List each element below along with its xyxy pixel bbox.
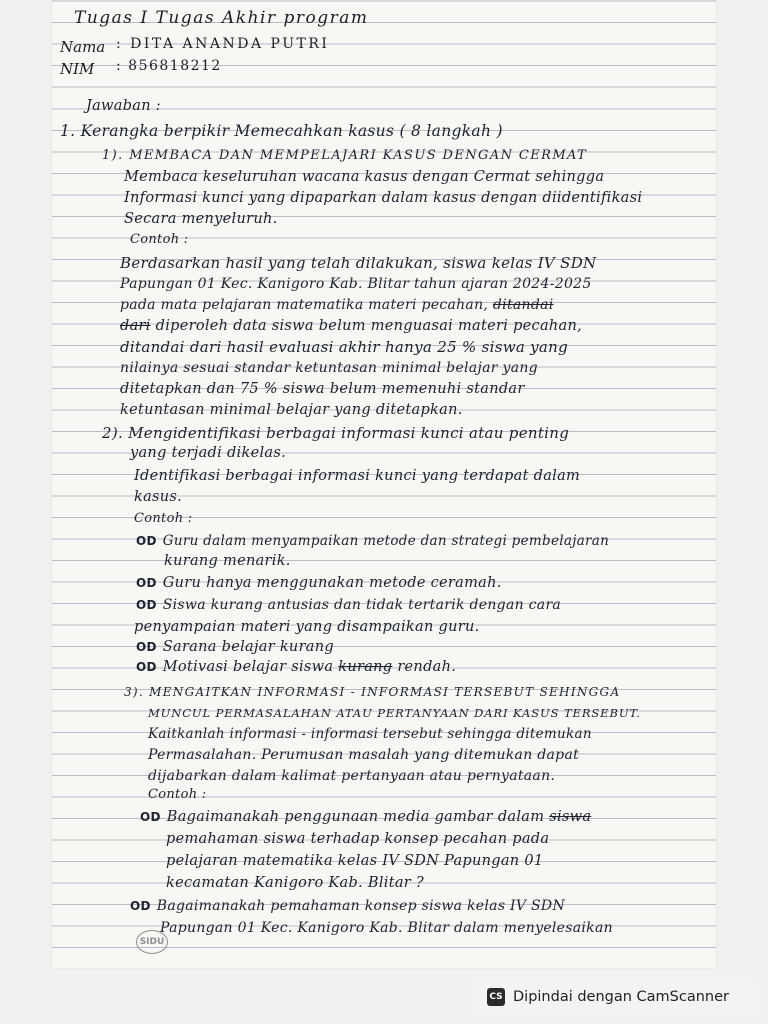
notebook-brand-stamp: SIDU [136, 930, 168, 954]
list-item-text: Siswa kurang antusias dan tidak tertarik dengan cara [162, 597, 562, 613]
example-label: Contoh : [130, 232, 189, 247]
list-bullet: OD [130, 899, 151, 913]
text-line: Identifikasi berbagai informasi kunci yang terdapat dalam [134, 468, 581, 484]
example-label: Contoh : [134, 511, 193, 526]
nim-label: NIM [60, 60, 95, 78]
text-segment: pada mata pelajaran matematika materi pecahan, [120, 297, 489, 313]
list-item-text: Guru hanya menggunakan metode ceramah. [162, 575, 502, 591]
list-item [136, 658, 456, 676]
text-line: Informasi kunci yang dipaparkan dalam kasus dengan diidentifikasi [124, 190, 643, 206]
name-label: Nama [60, 38, 106, 56]
list-bullet: OD [140, 810, 161, 824]
list-item-text: Bagaimanakah penggunaan media gambar dalam [166, 809, 545, 825]
camscanner-watermark [475, 981, 755, 1013]
text-line: MUNCUL PERMASALAHAN ATAU PERTANYAAN DARI KASUS TERSEBUT. [148, 706, 641, 720]
example-label: Contoh : [148, 787, 207, 802]
assignment-title: Tugas I Tugas Akhir program [74, 8, 369, 28]
list-item [136, 638, 334, 656]
text-line: kecamatan Kanigoro Kab. Blitar ? [166, 875, 424, 891]
step-1-heading: 1). MEMBACA DAN MEMPELAJARI KASUS DENGAN CERMAT [102, 148, 588, 163]
step-3-heading: 3). MENGAITKAN INFORMASI - INFORMASI TERSEBUT SEHINGGA [124, 685, 621, 699]
answer-heading: Jawaban : [86, 98, 161, 114]
text-line: kurang menarik. [164, 553, 291, 569]
list-bullet: OD [136, 598, 157, 612]
text-line: Berdasarkan hasil yang telah dilakukan, siswa kelas IV SDN [120, 254, 597, 272]
struck-word: ditandai [492, 297, 554, 313]
notebook-page [52, 0, 716, 968]
text-line: pelajaran matematika kelas IV SDN Papungan 01 [166, 853, 544, 869]
list-item-text: Motivasi belajar siswa [162, 659, 334, 675]
struck-word: siswa [549, 809, 592, 825]
text-segment: diperoleh data siswa belum menguasai materi pecahan, [155, 318, 583, 334]
text-line: penyampaian materi yang disampaikan guru. [134, 619, 480, 635]
step-2-heading: 2). Mengidentifikasi berbagai informasi kunci atau penting [102, 424, 570, 442]
list-item [136, 532, 609, 550]
nim-value: : 856818212 [116, 58, 222, 74]
list-item-text: Bagaimanakah pemahaman konsep siswa kelas IV SDN [156, 898, 566, 914]
section-1-title: 1. Kerangka berpikir Memecahkan kasus ( 8 langkah ) [60, 122, 503, 140]
text-line: kasus. [134, 489, 183, 505]
list-item-text: Guru dalam menyampaikan metode dan strategi pembelajaran [162, 533, 610, 549]
struck-word: kurang [338, 659, 393, 675]
list-item [140, 808, 591, 826]
text-line: ditetapkan dan 75 % siswa belum memenuhi standar [120, 381, 525, 397]
camscanner-text: Dipindai dengan CamScanner [513, 989, 730, 1005]
list-item [130, 897, 565, 915]
struck-word: dari [120, 318, 151, 334]
camscanner-logo-icon: CS [487, 988, 505, 1006]
list-item [136, 596, 561, 614]
text-line: Papungan 01 Kec. Kanigoro Kab. Blitar tahun ajaran 2024-2025 [120, 276, 592, 292]
list-item-text: Sarana belajar kurang [162, 639, 334, 655]
text-line: pemahaman siswa terhadap konsep pecahan pada [166, 831, 550, 847]
text-line: yang terjadi dikelas. [130, 445, 286, 461]
text-line: ditandai dari hasil evaluasi akhir hanya 25 % siswa yang [120, 338, 569, 356]
text-line [120, 317, 582, 335]
text-segment: rendah. [397, 659, 457, 675]
text-line: dijabarkan dalam kalimat pertanyaan atau pernyataan. [148, 768, 556, 784]
text-line: Permasalahan. Perumusan masalah yang ditemukan dapat [148, 747, 580, 763]
text-line: Papungan 01 Kec. Kanigoro Kab. Blitar dalam menyelesaikan [160, 920, 613, 936]
list-bullet: OD [136, 576, 157, 590]
text-line: Membaca keseluruhan wacana kasus dengan Cermat sehingga [124, 169, 605, 185]
list-bullet: OD [136, 534, 157, 548]
text-line: ketuntasan minimal belajar yang ditetapkan. [120, 402, 463, 418]
text-line: Kaitkanlah informasi - informasi tersebut sehingga ditemukan [148, 726, 592, 742]
list-bullet: OD [136, 660, 157, 674]
text-line: nilainya sesuai standar ketuntasan minimal belajar yang [120, 360, 538, 376]
name-value: : DITA ANANDA PUTRI [116, 36, 330, 52]
text-line: Secara menyeluruh. [124, 211, 278, 227]
list-item [136, 574, 502, 592]
list-bullet: OD [136, 640, 157, 654]
text-line [120, 296, 554, 314]
